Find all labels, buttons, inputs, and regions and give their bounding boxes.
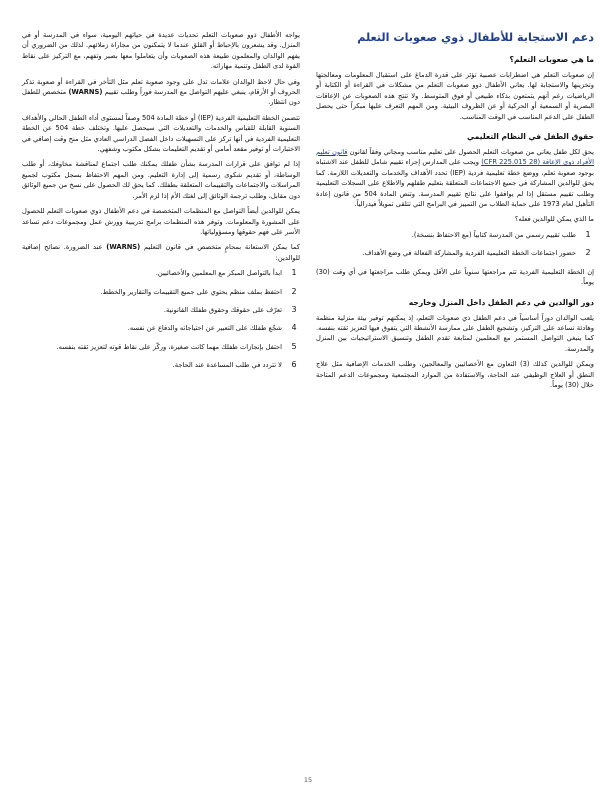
list-item-text: احتفل بإنجازات طفلك مهما كانت صغيرة، وركّز على نقاط قوته لتعزيز ثقته بنفسه.	[56, 342, 282, 351]
list-item-text: حضور اجتماعات الخطة التعليمية الفردية والمشاركة الفعالة في وضع الأهداف.	[362, 249, 576, 258]
list-item-number: 5	[291, 341, 297, 351]
list-item-number: 2	[291, 286, 297, 296]
list-item-number: 4	[291, 323, 297, 333]
list-item-text: شجّع طفلك على التعبير عن احتياجاته والدفاع عن نفسه.	[127, 324, 282, 333]
list-item-number: 1	[291, 268, 297, 278]
list-item-text: لا تتردد في طلب المساعدة عند الحاجة.	[172, 361, 282, 370]
warns-marker: (WARNS)	[106, 243, 141, 252]
parents-list-intro: ما الذي يمكن للوالدين فعله؟	[514, 215, 594, 224]
list-item	[22, 360, 300, 370]
list-item-text: ابدأ بالتواصل المبكر مع المعلمين والأخصائيين.	[155, 269, 282, 278]
parents-role-paragraph-2: ويمكن للوالدين كذلك (3) التعاون مع الأخصائيين والمعالجين، وطلب الخدمات الإضافية مثل علاج النطق أو العلاج الوظيفي عند الحاجة، والاستفادة من الموارد المجتمعية ومجموعات الدعم المتاحة خلال (30) يوماً.	[316, 360, 594, 389]
rights-text-before-link: يحق لكل طفل يعاني من صعوبات التعلم الحصول على تعليم مناسب ومجاني وفقاً لقانون	[349, 148, 594, 157]
parents-role-heading: دور الوالدين في دعم الطفل داخل المنزل وخارجه	[408, 297, 594, 307]
list-item	[22, 305, 300, 315]
intro-paragraph: إن صعوبات التعلم هي اضطرابات عصبية تؤثر على قدرة الدماغ على استقبال المعلومات ومعالجتها وتخزينها والاستجابة لها. يعاني الأطفال ذوو صعوبات التعلم من مشكلات في القراءة أو الكتابة أو الرياضيات رغم أنهم يتمتعون بذكاء طبيعي أو فوق المتوسط. ولا تنتج هذه الصعوبات عن الإعاقات البصرية أو السمعية أو الحركية أو عن الظروف البيئية. ومن المهم التعرف عليها مبكراً حتى يحصل الطفل على الدعم المناسب في الوقت المناسب.	[316, 71, 594, 121]
left-paragraph-2	[22, 77, 300, 108]
law-link[interactable]: قانون تعليم الأفراد ذوي الإعاقة (28 CFR 225.015)	[316, 148, 594, 167]
list-item-number: 2	[585, 248, 591, 258]
p2-text-before: وفي حال لاحظ الوالدان علامات تدل على وجود صعوبة تعلم مثل التأخر في القراءة أو صعوبة تذكر الحروف أو الأرقام، ينبغي عليهم التواصل مع المدرسة فوراً وطلب تقييم	[22, 77, 300, 97]
rights-heading: حقوق الطفل في النظام التعليمي	[467, 132, 594, 142]
rights-text-after-link: ويجب على المدارس إجراء تقييم شامل للطفل عند الاشتباه بوجود صعوبة تعلم، ووضع خطة تعليمية فردية (IEP) تحدد الأهداف والخدمات والتعديلات اللازمة. كما يحق للوالدين المشاركة في جميع الاجتماعات المتعلقة بتعليم طفلهم والاطلاع على السجلات التعليمية وطلب تقييم مستقل إذا لم يوافقوا على نتائج تقييم المدرسة. وتنص المادة 504 من قانون إعادة التأهيل لعام 1973 على حماية الطلاب من التمييز في البرامج التي تتلقى تمويلاً فيدرالياً.	[316, 158, 594, 209]
list-note: إن الخطة التعليمية الفردية تتم مراجعتها سنوياً على الأقل ويمكن طلب مراجعتها في أي وقت (30) يوماً.	[316, 267, 594, 287]
list-item-text: طلب تقييم رسمي من المدرسة كتابياً (مع الاحتفاظ بنسخة).	[411, 230, 576, 239]
p6-text-before: كما يمكن الاستعانة بمحامٍ متخصص في قانون التعليم	[143, 243, 300, 252]
warns-marker: (WARNS)	[68, 88, 103, 97]
list-item	[316, 230, 594, 240]
p6-text-after: عند الضرورة. نصائح إضافية للوالدين:	[22, 243, 300, 262]
list-item-text: تعرّف على حقوقك وحقوق طفلك القانونية.	[163, 305, 282, 314]
page-title: دعم الاستجابة للأطفال ذوي صعوبات التعلم	[357, 31, 594, 44]
list-item-number: 1	[585, 229, 591, 239]
list-item	[316, 248, 594, 258]
left-paragraph-5: يمكن للوالدين أيضاً التواصل مع المنظمات المتخصصة في دعم الأطفال ذوي صعوبات التعلم للحصول على المشورة والمعلومات. وتوفر هذه المنظمات برامج تدريبية وورش عمل ومجموعات دعم تساعد الأسر على فهم حقوقها ومسؤولياتها.	[22, 207, 300, 236]
left-paragraph-3: تتضمن الخطة التعليمية الفردية (IEP) أو خطة المادة 504 وصفاً لمستوى أداء الطفل الحالي والأهداف السنوية القابلة للقياس والخدمات والتعديلات التي سيحصل عليها. وتختلف خطة 504 عن الخطة التعليمية الفردية في أنها تركز على التسهيلات داخل الفصل الدراسي العادي مثل منح وقت إضافي في الاختبارات أو توفير مقعد أمامي أو تقديم التعليمات بشكل مكتوب وشفهي.	[22, 113, 300, 154]
list-item-number: 3	[291, 304, 297, 314]
parents-role-paragraph: يلعب الوالدان دوراً أساسياً في دعم الطفل ذي صعوبات التعلم، إذ يمكنهم توفير بيئة منزلية منظمة وهادئة تساعد على التركيز، وتشجيع الطفل على ممارسة الأنشطة التي يتفوق فيها لتعزيز ثقته بنفسه. كما ينبغي التواصل المستمر مع المعلمين لمتابعة تقدم الطفل وتنسيق الاستراتيجيات بين المنزل والمدرسة.	[316, 313, 594, 353]
list-item	[22, 342, 300, 352]
parents-action-list	[316, 230, 594, 259]
list-item	[22, 287, 300, 297]
left-paragraph-1: يواجه الأطفال ذوو صعوبات التعلم تحديات عديدة في حياتهم اليومية، سواء في المدرسة أو في المنزل. وقد يشعرون بالإحباط أو القلق عندما لا يتمكنون من مجاراة زملائهم. لذلك من الضروري أن يفهم الوالدان والمعلمون طبيعة هذه الصعوبات وأن يتعاملوا معها بصبر وتفهم، مع التركيز على نقاط القوة لدى الطفل وتنمية مهاراته.	[22, 31, 300, 71]
p2-text-after: متخصص للطفل دون انتظار.	[22, 88, 300, 107]
left-column	[22, 30, 300, 379]
left-paragraph-6	[22, 242, 300, 263]
left-paragraph-4: إذا لم توافق على قرارات المدرسة بشأن طفلك يمكنك طلب اجتماع لمناقشة مخاوفك، أو طلب الوساطة، أو تقديم شكوى رسمية إلى إدارة التعليم. ومن المهم الاحتفاظ بسجل مكتوب لجميع المراسلات والاجتماعات والتقييمات المتعلقة بطفلك. كما يحق لك الحصول على نسخ من جميع الوثائق دون مقابل، وطلب ترجمة الوثائق إلى لغتك الأم إذا لزم الأمر.	[22, 160, 300, 200]
rights-paragraph	[316, 147, 594, 209]
right-column	[316, 30, 594, 395]
list-item	[22, 268, 300, 278]
list-item	[22, 323, 300, 333]
list-item-text: احتفظ بملف منظم يحتوي على جميع التقييمات والتقارير والخطط.	[100, 287, 282, 296]
tips-list	[22, 268, 300, 370]
intro-heading: ما هي صعوبات التعلم؟	[509, 55, 594, 64]
page-number: 15	[303, 776, 313, 784]
list-item-number: 6	[291, 360, 297, 370]
